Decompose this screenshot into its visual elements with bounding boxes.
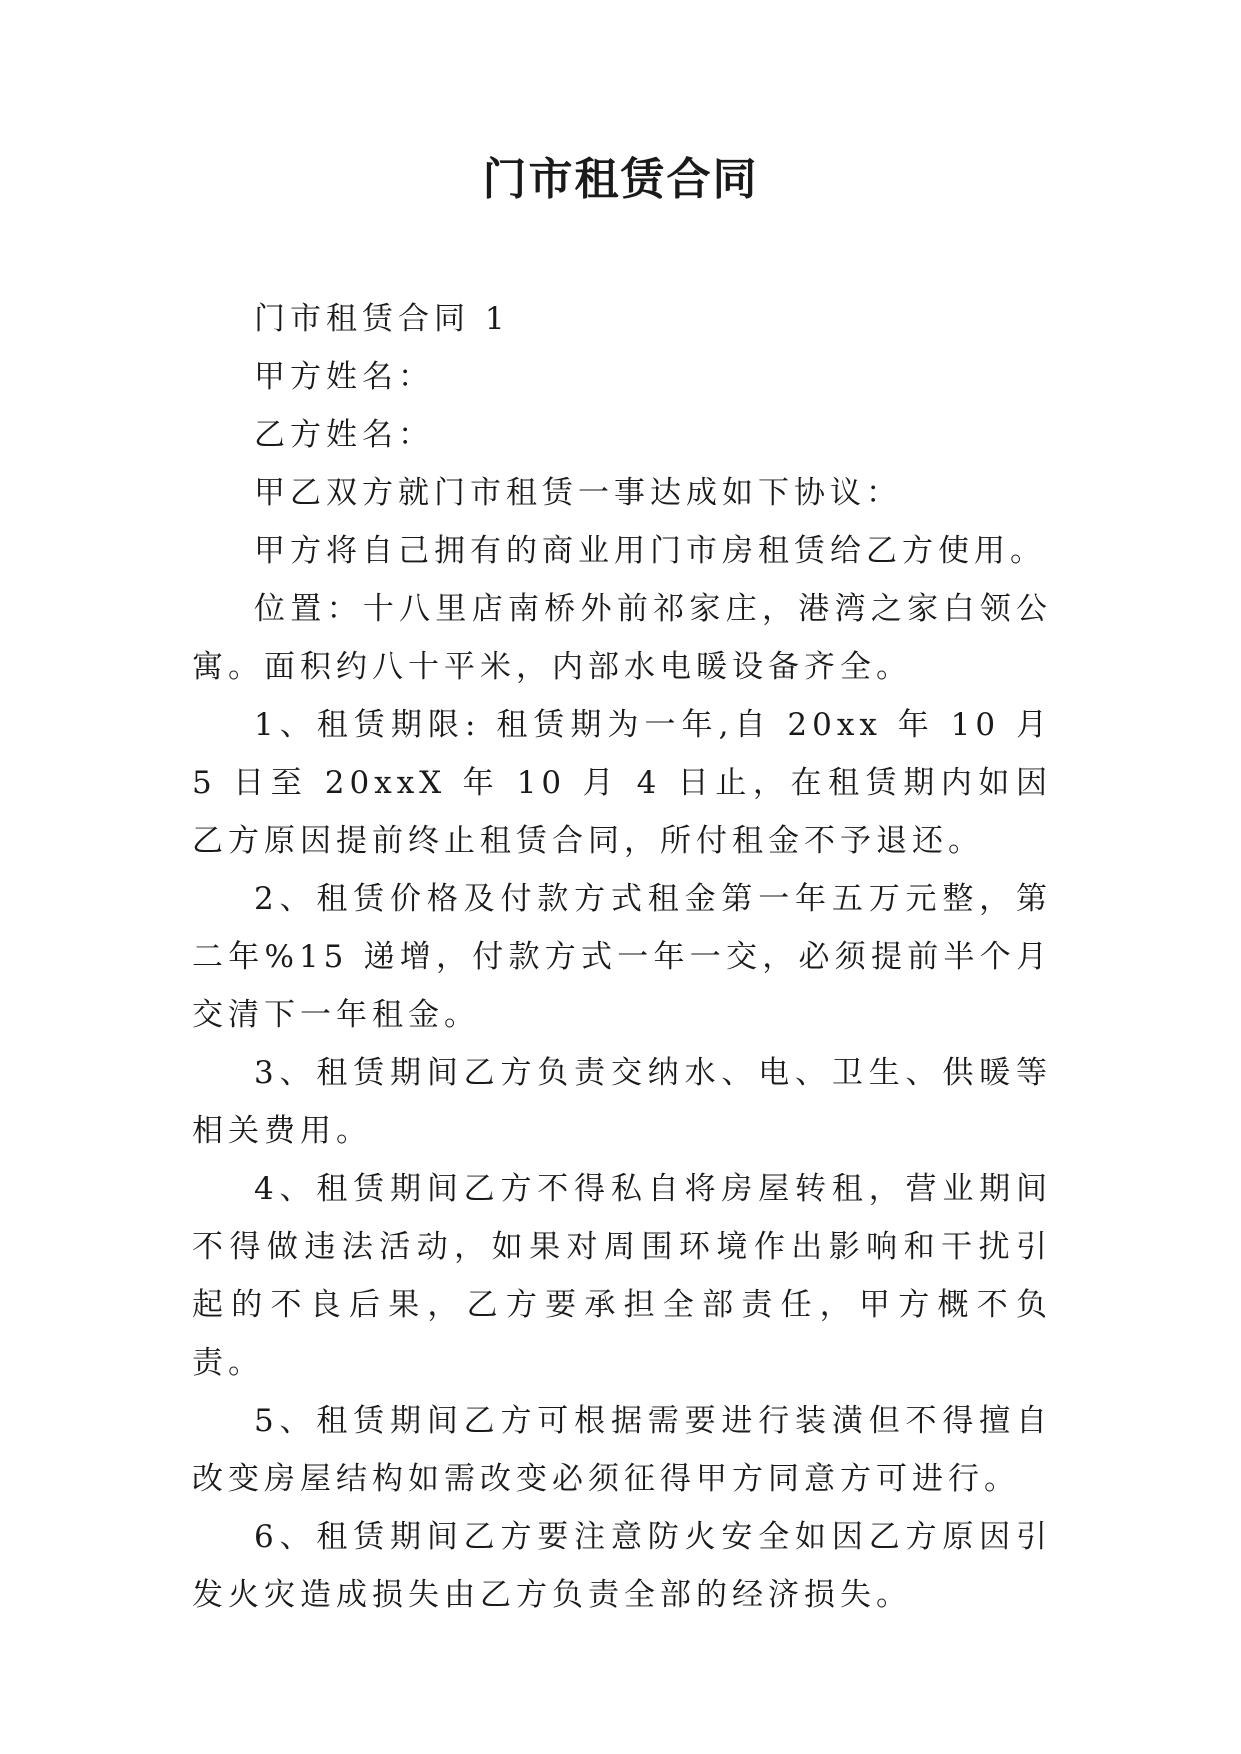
document-body: [192, 290, 1052, 1624]
paragraph-clause-6: 6、租赁期间乙方要注意防火安全如因乙方原因引发火灾造成损失由乙方负责全部的经济损失。: [192, 1519, 1052, 1613]
paragraph-clause-1: 1、租赁期限: 租赁期为一年,自 20xx 年 10 月 5 日至 20xxX 年 10 月 4 日止，在租赁期内如因乙方原因提前终止租赁合同，所付租金不予退还。: [192, 707, 1052, 859]
paragraph-agreement: 甲乙双方就门市租赁一事达成如下协议：: [254, 475, 902, 511]
paragraph-party-b: 乙方姓名：: [254, 417, 434, 453]
paragraph-clause-5: 5、租赁期间乙方可根据需要进行装潢但不得擅自改变房屋结构如需改变必须征得甲方同意方可进行。: [192, 1403, 1052, 1497]
paragraph-heading: 门市租赁合同 1: [254, 301, 510, 337]
paragraph-clause-3: 3、租赁期间乙方负责交纳水、电、卫生、供暖等相关费用。: [192, 1055, 1052, 1149]
paragraph-party-a: 甲方姓名：: [254, 359, 434, 395]
paragraph-clause-2: 2、租赁价格及付款方式租金第一年五万元整，第二年%15 递增，付款方式一年一交，必须提前半个月交清下一年租金。: [192, 881, 1052, 1033]
paragraph-clause-4: 4、租赁期间乙方不得私自将房屋转租，营业期间不得做违法活动，如果对周围环境作出影响和干扰引起的不良后果，乙方要承担全部责任，甲方概不负责。: [192, 1171, 1052, 1381]
paragraph-lease-intro: 甲方将自己拥有的商业用门市房租赁给乙方使用。: [254, 533, 1046, 569]
paragraph-location: 位置：十八里店南桥外前祁家庄，港湾之家白领公寓。面积约八十平米，内部水电暖设备齐全。: [192, 591, 1052, 685]
document-title: 门市租赁合同: [482, 154, 759, 205]
